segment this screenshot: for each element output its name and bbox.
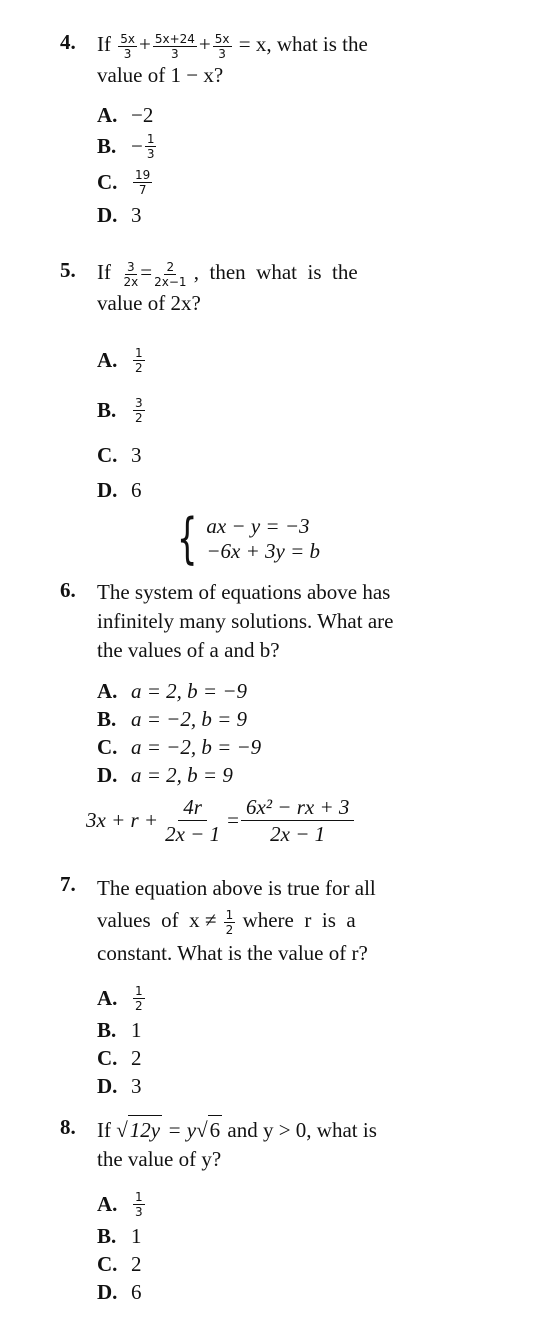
choice-b[interactable] bbox=[97, 386, 440, 436]
stem-text: The system of equations above has bbox=[97, 580, 391, 604]
fraction bbox=[241, 794, 354, 847]
fraction bbox=[124, 260, 139, 289]
equation-display bbox=[86, 794, 356, 847]
fraction bbox=[160, 794, 225, 847]
fraction bbox=[224, 908, 236, 937]
question-number: 4. bbox=[60, 30, 76, 54]
operator: + bbox=[198, 32, 211, 56]
fraction bbox=[133, 396, 145, 425]
stem-text: the value of y? bbox=[97, 1147, 222, 1171]
choice-c[interactable] bbox=[97, 1045, 440, 1073]
equation-line: −6x + 3y = b bbox=[206, 539, 321, 563]
question-stem bbox=[97, 30, 440, 90]
answer-choices bbox=[97, 981, 440, 1101]
question-4 bbox=[60, 30, 440, 230]
question-8 bbox=[60, 1115, 440, 1306]
denominator: 7 bbox=[138, 183, 147, 198]
choice-b[interactable] bbox=[97, 130, 440, 164]
answer-choices bbox=[97, 102, 440, 230]
answer-choices bbox=[97, 1186, 440, 1306]
choice-letter: A. bbox=[97, 986, 118, 1011]
fraction bbox=[154, 260, 186, 289]
numerator: 1 bbox=[135, 346, 143, 361]
choice-text: a = −2, b = 9 bbox=[131, 706, 248, 731]
choice-text: 3 bbox=[131, 203, 142, 228]
stem-text: = x, what is the bbox=[233, 32, 368, 56]
denominator: 2x−1 bbox=[154, 274, 187, 289]
denominator: 3 bbox=[135, 1204, 143, 1219]
fraction bbox=[213, 32, 232, 61]
question-stem bbox=[97, 872, 440, 969]
numerator: 4r bbox=[178, 794, 207, 821]
choice-text: 6 bbox=[131, 1279, 142, 1304]
numerator: 2 bbox=[166, 259, 175, 274]
choice-letter: C. bbox=[97, 443, 118, 468]
choice-letter: A. bbox=[97, 1191, 118, 1216]
numerator: 19 bbox=[135, 168, 151, 183]
numerator: 1 bbox=[135, 1189, 143, 1204]
choice-letter: B. bbox=[97, 706, 117, 731]
numerator: 1 bbox=[225, 907, 234, 922]
denominator: 2x bbox=[123, 274, 139, 289]
choice-a[interactable] bbox=[97, 1186, 440, 1222]
choice-letter: C. bbox=[97, 1046, 118, 1071]
fraction bbox=[118, 32, 137, 61]
stem-line bbox=[97, 904, 440, 937]
choice-letter: B. bbox=[97, 1223, 117, 1248]
choice-c[interactable] bbox=[97, 1250, 440, 1278]
choice-c[interactable] bbox=[97, 733, 440, 761]
numerator: 5x bbox=[120, 31, 135, 46]
stem-text: The equation above is true for all bbox=[97, 876, 376, 900]
stem-text: the values of a and b? bbox=[97, 638, 280, 662]
fraction bbox=[133, 1190, 145, 1219]
denominator: 2 bbox=[135, 999, 143, 1014]
denominator: 2 bbox=[225, 922, 234, 937]
numerator: 6x² − rx + 3 bbox=[241, 794, 354, 821]
denominator: 3 bbox=[171, 46, 179, 61]
choice-d[interactable] bbox=[97, 202, 440, 230]
question-stem bbox=[97, 258, 440, 318]
equation-lines bbox=[206, 514, 320, 564]
question-6 bbox=[60, 578, 440, 789]
stem-text: If bbox=[97, 1118, 111, 1142]
question-5 bbox=[60, 258, 440, 506]
stem-text: If bbox=[97, 260, 111, 284]
choice-letter: C. bbox=[97, 734, 118, 759]
brace: { bbox=[176, 507, 198, 570]
choice-text: a = 2, b = 9 bbox=[131, 762, 233, 787]
choice-letter: B. bbox=[97, 134, 117, 159]
choice-letter: D. bbox=[97, 478, 118, 503]
choice-letter: A. bbox=[97, 348, 118, 373]
question-number: 6. bbox=[60, 578, 76, 602]
denominator: 2x − 1 bbox=[270, 822, 326, 846]
question-stem bbox=[97, 1115, 440, 1174]
stem-text: = y bbox=[162, 1118, 197, 1142]
choice-letter: C. bbox=[97, 170, 118, 195]
choice-sign: − bbox=[131, 134, 143, 159]
choice-text: 2 bbox=[131, 1251, 142, 1276]
fraction bbox=[153, 32, 197, 61]
question-number: 5. bbox=[60, 258, 76, 282]
numerator: 3 bbox=[127, 259, 135, 274]
numerator: 3 bbox=[135, 396, 143, 411]
choice-letter: D. bbox=[97, 762, 118, 787]
question-number: 8. bbox=[60, 1115, 76, 1139]
choice-text: 3 bbox=[131, 1074, 142, 1099]
choice-d[interactable] bbox=[97, 1073, 440, 1101]
numerator: 5x bbox=[214, 31, 230, 46]
stem-text: where r is a bbox=[242, 908, 356, 932]
choice-text: 1 bbox=[131, 1018, 142, 1043]
choice-text: a = −2, b = −9 bbox=[131, 734, 262, 759]
stem-text: values of x ≠ bbox=[97, 908, 217, 932]
denominator: 3 bbox=[123, 46, 132, 61]
choice-a[interactable] bbox=[97, 677, 440, 705]
choice-d[interactable] bbox=[97, 476, 440, 506]
denominator: 3 bbox=[218, 46, 226, 61]
question-7 bbox=[60, 872, 440, 1101]
choice-letter: A. bbox=[97, 678, 118, 703]
stem-text: value of 2x? bbox=[97, 290, 201, 315]
choice-a[interactable] bbox=[97, 102, 440, 130]
radical-sign: √ bbox=[116, 1118, 128, 1142]
operator: = bbox=[227, 808, 239, 832]
answer-choices bbox=[97, 336, 440, 506]
numerator: 5x+24 bbox=[154, 31, 195, 46]
choice-b[interactable] bbox=[97, 705, 440, 733]
fraction bbox=[133, 984, 145, 1013]
choice-d[interactable] bbox=[97, 1278, 440, 1306]
denominator: 2 bbox=[135, 411, 143, 426]
stem-text: infinitely many solutions. What are bbox=[97, 609, 394, 633]
choice-text: 1 bbox=[131, 1223, 142, 1248]
fraction bbox=[145, 132, 157, 161]
choice-letter: A. bbox=[97, 103, 118, 128]
choice-text: −2 bbox=[131, 103, 154, 128]
choice-a[interactable] bbox=[97, 336, 440, 386]
radical-sign: √ bbox=[196, 1118, 208, 1142]
choice-c[interactable] bbox=[97, 164, 440, 202]
denominator: 2 bbox=[135, 361, 143, 376]
stem-text: constant. What is the value of r? bbox=[97, 940, 368, 965]
operator: + bbox=[139, 32, 151, 56]
question-stem bbox=[97, 578, 440, 665]
choice-text: 6 bbox=[131, 478, 142, 503]
denominator: 2x − 1 bbox=[165, 822, 221, 846]
radicand: 6 bbox=[208, 1115, 223, 1145]
radicand: 12y bbox=[128, 1115, 162, 1145]
fraction bbox=[133, 168, 152, 197]
choice-letter: D. bbox=[97, 1279, 118, 1304]
denominator: 3 bbox=[146, 147, 155, 162]
choice-b[interactable] bbox=[97, 1017, 440, 1045]
system-of-equations bbox=[170, 507, 321, 570]
answer-choices bbox=[97, 677, 440, 789]
equation-line: ax − y = −3 bbox=[206, 514, 310, 538]
question-number: 7. bbox=[60, 872, 76, 896]
numerator: 1 bbox=[146, 132, 155, 147]
choice-letter: B. bbox=[97, 1018, 117, 1043]
stem-text: , then what is the bbox=[193, 260, 358, 284]
stem-text: If bbox=[97, 32, 111, 56]
stem-text: and y > 0, what is bbox=[222, 1118, 377, 1142]
choice-a[interactable] bbox=[97, 981, 440, 1017]
stem-text: value of 1 − x? bbox=[97, 62, 224, 87]
choice-letter: D. bbox=[97, 1074, 118, 1099]
numerator: 1 bbox=[135, 984, 143, 999]
choice-b[interactable] bbox=[97, 1222, 440, 1250]
choice-d[interactable] bbox=[97, 761, 440, 789]
choice-letter: C. bbox=[97, 1251, 118, 1276]
choice-text: 2 bbox=[131, 1046, 142, 1071]
choice-text: 3 bbox=[131, 443, 142, 468]
choice-text: a = 2, b = −9 bbox=[131, 678, 248, 703]
choice-letter: D. bbox=[97, 203, 118, 228]
square-root bbox=[196, 1115, 222, 1145]
fraction bbox=[133, 346, 145, 375]
operator: = bbox=[140, 260, 153, 284]
square-root bbox=[116, 1115, 162, 1145]
choice-c[interactable] bbox=[97, 436, 440, 476]
equation-lhs: 3x + r + bbox=[86, 808, 159, 832]
choice-letter: B. bbox=[97, 398, 117, 423]
